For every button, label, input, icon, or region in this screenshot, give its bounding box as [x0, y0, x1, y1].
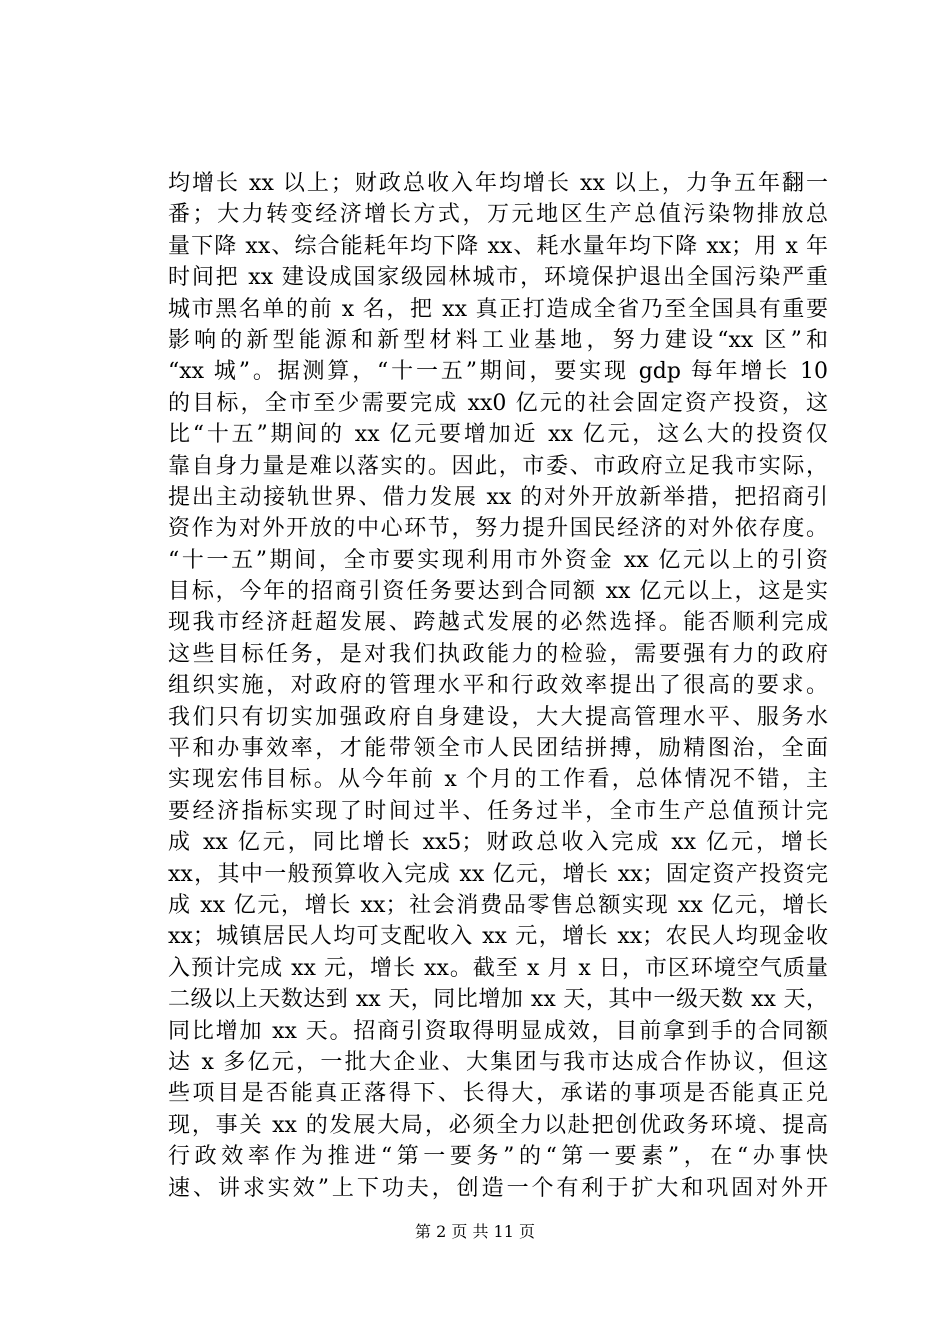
text-line: 目标，今年的招商引资任务要达到合同额 xx 亿元以上，这是实 [168, 579, 828, 605]
text-line: 的目标，全市至少需要完成 xx0 亿元的社会固定资产投资，这 [168, 390, 828, 416]
text-line: 达 x 多亿元，一批大企业、大集团与我市达成合作协议，但这 [168, 1049, 828, 1075]
text-line: 番；大力转变经济增长方式，万元地区生产总值污染物排放总 [168, 202, 828, 228]
text-line: xx；城镇居民人均可支配收入 xx 元，增长 xx；农民人均现金收 [168, 924, 828, 950]
text-line: 组织实施，对政府的管理水平和行政效率提出了很高的要求。 [168, 673, 828, 699]
text-line: 成 xx 亿元，同比增长 xx5；财政总收入完成 xx 亿元，增长 [168, 830, 828, 856]
text-line: 影响的新型能源和新型材料工业基地，努力建设“xx 区”和 [168, 327, 828, 353]
text-line: 提出主动接轨世界、借力发展 xx 的对外开放新举措，把招商引 [168, 484, 828, 510]
text-line: 同比增加 xx 天。招商引资取得明显成效，目前拿到手的合同额 [168, 1018, 828, 1044]
text-line: 些项目是否能真正落得下、长得大，承诺的事项是否能真正兑 [168, 1081, 828, 1107]
text-line: 速、讲求实效”上下功夫，创造一个有利于扩大和巩固对外开 [168, 1175, 828, 1201]
page-footer [0, 1222, 950, 1242]
text-line: 成 xx 亿元，增长 xx；社会消费品零售总额实现 xx 亿元，增长 [168, 892, 828, 918]
text-line: xx，其中一般预算收入完成 xx 亿元，增长 xx；固定资产投资完 [168, 861, 828, 887]
text-line: 比“十五”期间的 xx 亿元要增加近 xx 亿元，这么大的投资仅 [168, 422, 828, 448]
body-text [168, 168, 828, 1204]
text-line: 我们只有切实加强政府自身建设，大大提高管理水平、服务水 [168, 704, 828, 730]
text-line: 城市黑名单的前 x 名，把 xx 真正打造成全省乃至全国具有重要 [168, 296, 828, 322]
text-line: 均增长 xx 以上；财政总收入年均增长 xx 以上，力争五年翻一 [168, 171, 828, 196]
text-line: 靠自身力量是难以落实的。因此，市委、市政府立足我市实际， [168, 453, 828, 479]
text-line: 现，事关 xx 的发展大局，必须全力以赴把创优政务环境、提高 [168, 1112, 828, 1138]
text-line: 实现宏伟目标。从今年前 x 个月的工作看，总体情况不错，主 [168, 767, 828, 793]
page-number-label: 第 2 页 共 11 页 [415, 1222, 535, 1241]
text-line: 平和办事效率，才能带领全市人民团结拼搏，励精图治，全面 [168, 736, 828, 762]
text-line: 量下降 xx、综合能耗年均下降 xx、耗水量年均下降 xx；用 x 年 [168, 233, 828, 259]
text-line: 这些目标任务，是对我们执政能力的检验，需要强有力的政府 [168, 641, 828, 667]
text-line: 二级以上天数达到 xx 天，同比增加 xx 天，其中一级天数 xx 天， [168, 987, 828, 1013]
text-line: 行政效率作为推进“第一要务”的“第一要素”，在“办事快 [168, 1144, 828, 1170]
text-line: “十一五”期间，全市要实现利用市外资金 xx 亿元以上的引资 [168, 547, 828, 573]
text-line: “xx 城”。据测算，“十一五”期间，要实现 gdp 每年增长 10 [168, 359, 828, 385]
text-line: 现我市经济赶超发展、跨越式发展的必然选择。能否顺利完成 [168, 610, 828, 636]
text-line: 要经济指标实现了时间过半、任务过半，全市生产总值预计完 [168, 798, 828, 824]
text-line: 时间把 xx 建设成国家级园林城市，环境保护退出全国污染严重 [168, 265, 828, 291]
text-line: 资作为对外开放的中心环节，努力提升国民经济的对外依存度。 [168, 516, 828, 542]
text-line: 入预计完成 xx 元，增长 xx。截至 x 月 x 日，市区环境空气质量 [168, 955, 828, 981]
